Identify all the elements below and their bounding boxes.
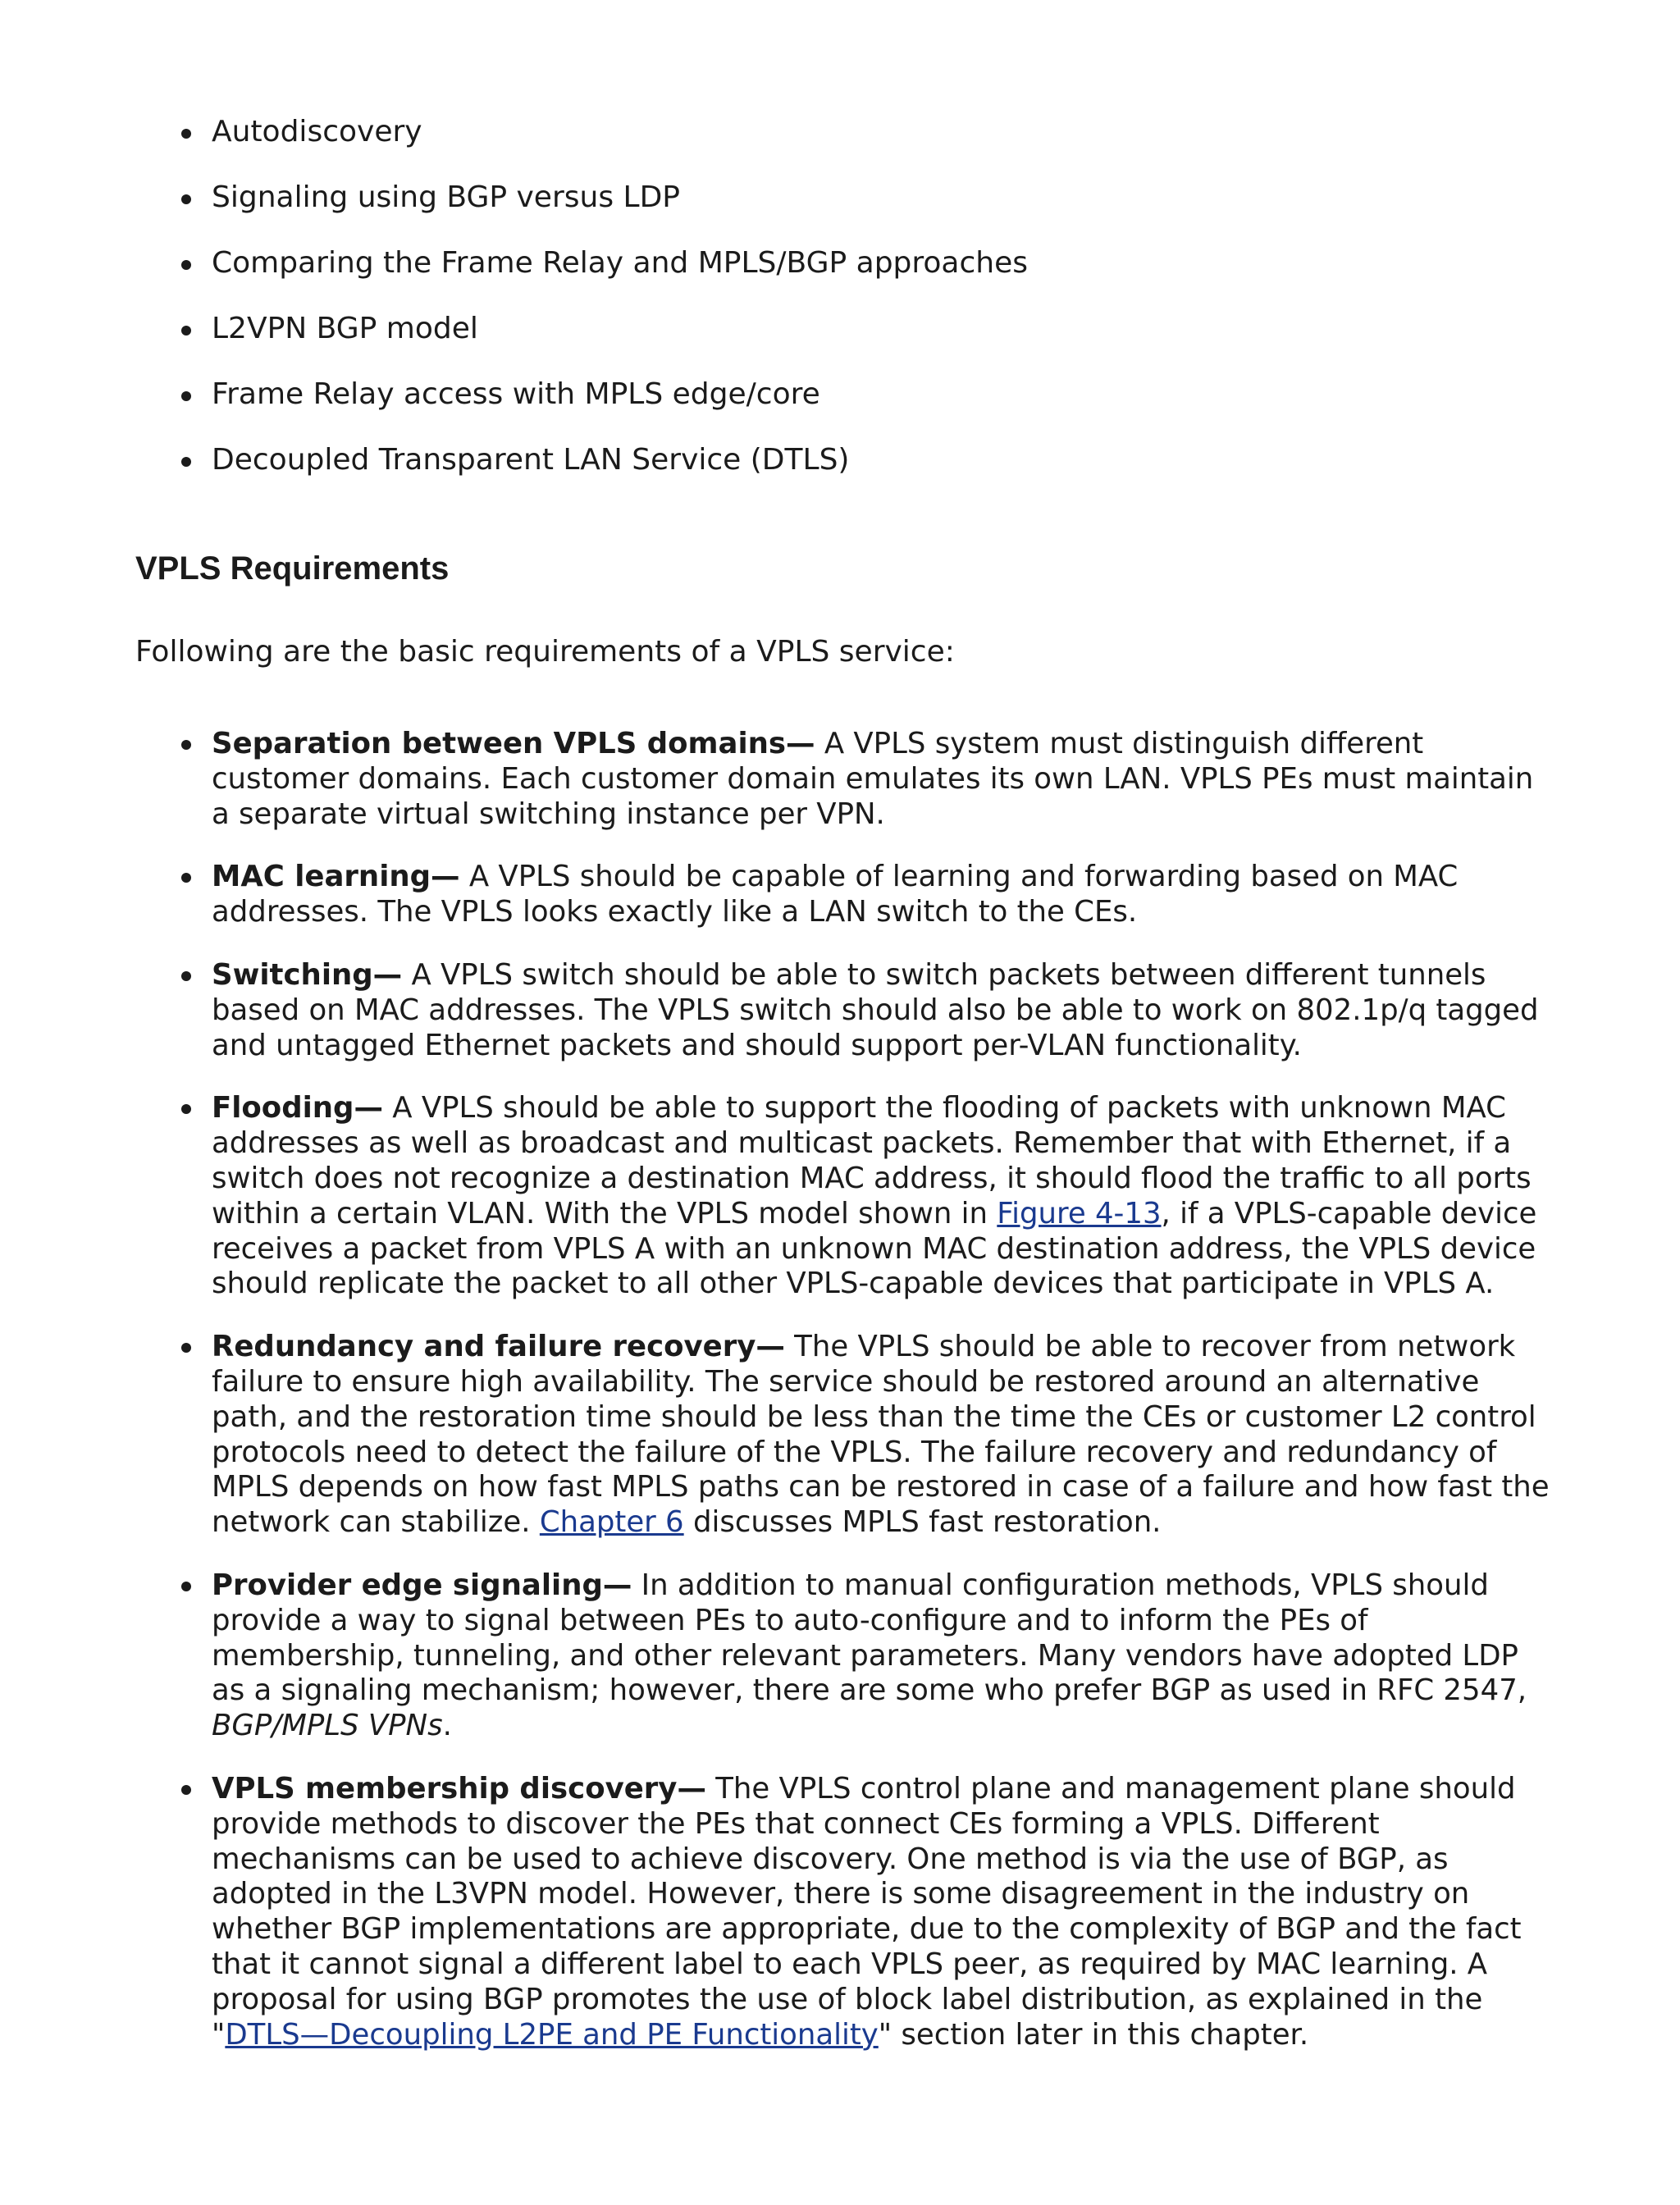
requirement-item-flooding	[212, 1091, 1557, 1302]
chapter-link[interactable]: Chapter 6	[539, 1505, 684, 1540]
requirement-term: Flooding—	[212, 1091, 383, 1125]
requirement-item-redundancy	[212, 1330, 1557, 1541]
intro-paragraph: Following are the basic requirements of a VPLS service:	[135, 635, 955, 669]
requirement-text: The VPLS control plane and management plane should provide methods to discover the PEs that connect CEs forming a VPLS. Different mechanisms can be used to achieve discovery. One method is via the use of BGP, as adopted in the L3VPN model. However, there is some disagreement in the industry on whether BGP implementations are appropriate, due to the complexity of BGP and the fact that it cannot signal a different label to each VPLS peer, as required by MAC learning. A proposal for using BGP promotes the use of block label distribution, as explained in the "	[212, 1771, 1522, 2052]
requirement-term: MAC learning—	[212, 860, 460, 894]
requirement-term: Provider edge signaling—	[212, 1568, 632, 1602]
requirement-term: VPLS membership discovery—	[212, 1771, 706, 1806]
requirement-item-separation	[212, 727, 1557, 832]
requirement-item-switching	[212, 958, 1557, 1063]
book-title: BGP/MPLS VPNs	[212, 1709, 443, 1743]
requirement-term: Switching—	[212, 957, 403, 992]
requirement-text: The VPLS should be able to recover from network failure to ensure high availability. The service should be restored around an alternative path, and the restoration time should be less than the time the CEs or customer L2 control protocols need to detect the failure of the VPLS. The failure recovery and redundancy of MPLS depends on how fast MPLS paths can be restored in case of a failure and how fast the network can stabilize.	[212, 1330, 1550, 1540]
requirement-text: A VPLS system must distinguish different customer domains. Each customer domain emulates its own LAN. VPLS PEs must maintain a separate virtual switching instance per VPN.	[212, 727, 1534, 831]
requirement-text-continued: , if a VPLS-capable device receives a packet from VPLS A with an unknown MAC destination address, the VPLS device should replicate the packet to all other VPLS-capable devices that participate in VPLS A.	[212, 1196, 1537, 1301]
topic-item: Frame Relay access with MPLS edge/core	[212, 374, 1524, 415]
topic-item: L2VPN BGP model	[212, 308, 1524, 349]
requirement-term: Separation between VPLS domains—	[212, 727, 815, 760]
requirement-text-continued: .	[442, 1709, 452, 1743]
requirement-item-membership-discovery	[212, 1772, 1557, 2052]
topic-item: Autodiscovery	[212, 112, 1524, 153]
topic-item: Comparing the Frame Relay and MPLS/BGP approaches	[212, 243, 1524, 284]
requirement-text: A VPLS should be able to support the flooding of packets with unknown MAC addresses as well as broadcast and multicast packets. Remember that with Ethernet, if a switch does not recognize a destination MAC address, it should flood the traffic to all ports within a certain VLAN. With the VPLS model shown in	[212, 1091, 1532, 1230]
section-link[interactable]: DTLS—Decoupling L2PE and PE Functionality	[225, 2017, 879, 2052]
topic-item: Signaling using BGP versus LDP	[212, 177, 1524, 218]
figure-link[interactable]: Figure 4-13	[997, 1196, 1162, 1230]
requirement-text-continued: " section later in this chapter.	[878, 2017, 1309, 2052]
requirement-text-continued: discusses MPLS fast restoration.	[683, 1505, 1162, 1540]
requirement-item-mac-learning	[212, 860, 1557, 930]
requirement-term: Redundancy and failure recovery—	[212, 1330, 785, 1364]
topic-list	[212, 112, 1524, 505]
section-heading: VPLS Requirements	[135, 550, 450, 587]
requirement-text: In addition to manual configuration methods, VPLS should provide a way to signal between PEs to auto-configure and to inform the PEs of membership, tunneling, and other relevant parameters. Many vendors have adopted LDP as a signaling mechanism; however, there are some who prefer BGP as used in RFC 2547,	[212, 1568, 1527, 1708]
requirement-text: A VPLS should be capable of learning and forwarding based on MAC addresses. The VPLS looks exactly like a LAN switch to the CEs.	[212, 860, 1459, 929]
requirements-list	[212, 727, 1557, 2080]
requirement-text: A VPLS switch should be able to switch packets between different tunnels based on MAC addresses. The VPLS switch should also be able to work on 802.1p/q tagged and untagged Ethernet packets and should support per-VLAN functionality.	[212, 957, 1539, 1062]
topic-item: Decoupled Transparent LAN Service (DTLS)	[212, 440, 1524, 481]
requirement-item-provider-edge-signaling	[212, 1568, 1557, 1744]
